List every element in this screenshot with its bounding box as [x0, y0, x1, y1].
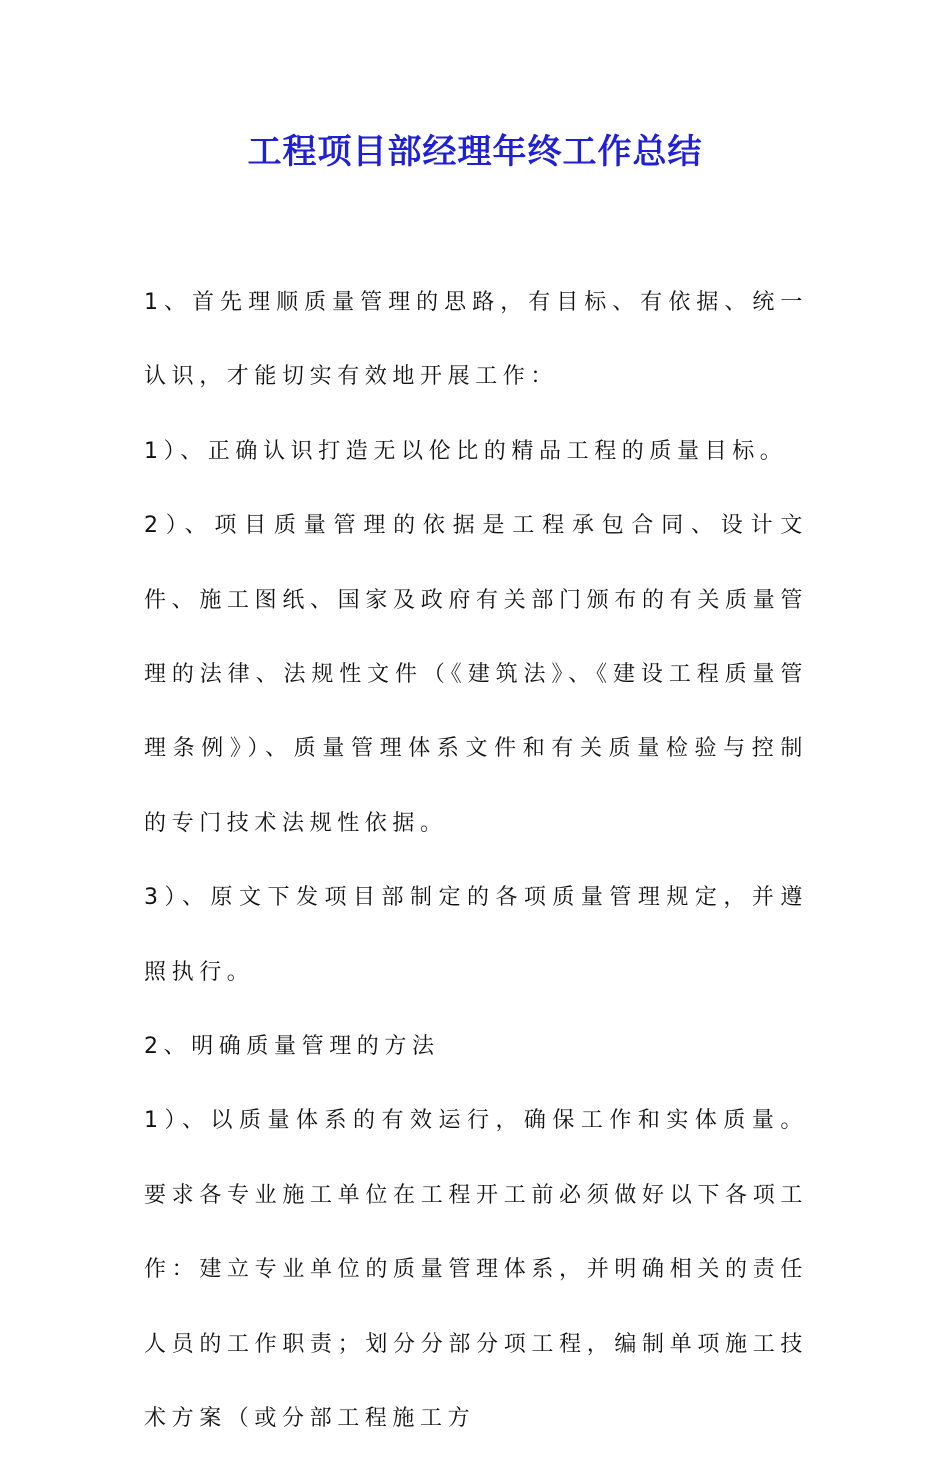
document-title: 工程项目部经理年终工作总结 [247, 132, 703, 172]
paragraph-5: 2、明确质量管理的方法 [144, 1034, 440, 1060]
paragraph-3: 2）、项目质量管理的依据是工程承包合同、设计文件、施工图纸、国家及政府有关部门颁布的有关质量管理的法律、法规性文件（《建筑法》、《建设工程质量管理条例》）、质量管理体系文件和有关质量检验与控制的专门技术法规性依据。 [144, 513, 808, 836]
paragraph-1: 1、首先理顺质量管理的思路，有目标、有依据、统一认识，才能切实有效地开展工作： [144, 290, 808, 390]
paragraph-4: 3）、原文下发项目部制定的各项质量管理规定，并遵照执行。 [144, 885, 808, 985]
document-body [144, 266, 808, 1457]
paragraph-6: 1）、以质量体系的有效运行，确保工作和实体质量。要求各专业施工单位在工程开工前必须做好以下各项工作：建立专业单位的质量管理体系，并明确相关的责任人员的工作职责；划分分部分项工程，编制单项施工技术方案（或分部工程施工方 [144, 1108, 808, 1432]
paragraph-2: 1）、正确认识打造无以伦比的精品工程的质量目标。 [144, 438, 788, 464]
